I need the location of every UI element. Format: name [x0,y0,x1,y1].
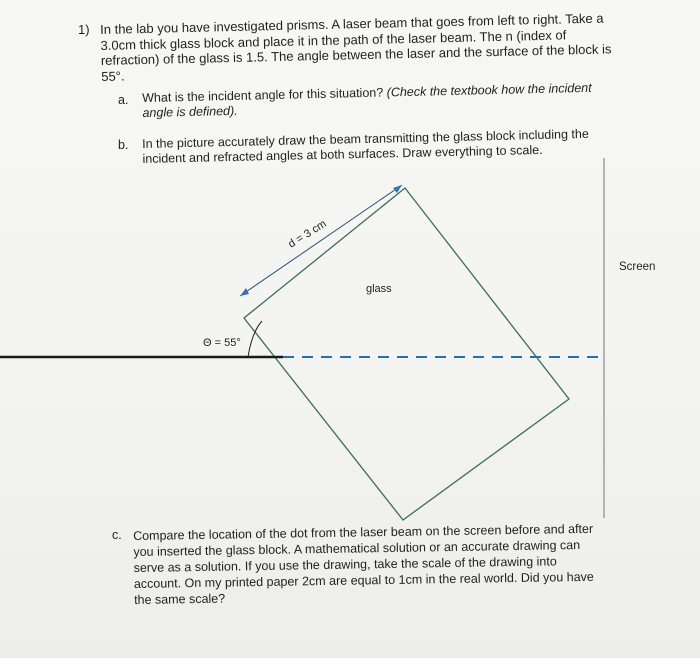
question-number: 1) [78,22,90,37]
part-a-italic-note: (Check the textbook how the incident angle is defined). [142,80,592,120]
part-b-label: b. [118,138,129,152]
angle-label: Θ = 55° [203,337,241,349]
part-c-text: Compare the location of the dot from the laser beam on the screen before and after you inserted the glass block. A mathematical solution or an accurate drawing can serve as a solution. If you use the drawing, take the scale of the drawing into account. On my printed paper 2cm are equal to 1cm in the real world. Did you have the same scale? [133,521,594,607]
part-c-label: c. [112,528,122,542]
part-b-text: In the picture accurately draw the beam transmitting the glass block including the incident and refracted angles at both surfaces. Draw everything to scale. [142,126,589,166]
thickness-label: d = 3 cm [286,217,329,251]
thickness-dimension-line [240,185,402,296]
dimension-arrow-bottom-icon [240,288,249,296]
question-text: In the lab you have investigated prisms. A laser beam that goes from left to right. Take a 3.0cm thick glass block and place it in the path of the laser beam. The n (index of refraction) of the glass is 1.5. The angle between the laser and the surface of the block is 55°. [100,10,612,84]
part-a-label: a. [118,93,129,107]
glass-label: glass [366,283,392,295]
part-a-text: What is the incident angle for this situation? [142,85,387,105]
screen-label: Screen [619,261,656,273]
